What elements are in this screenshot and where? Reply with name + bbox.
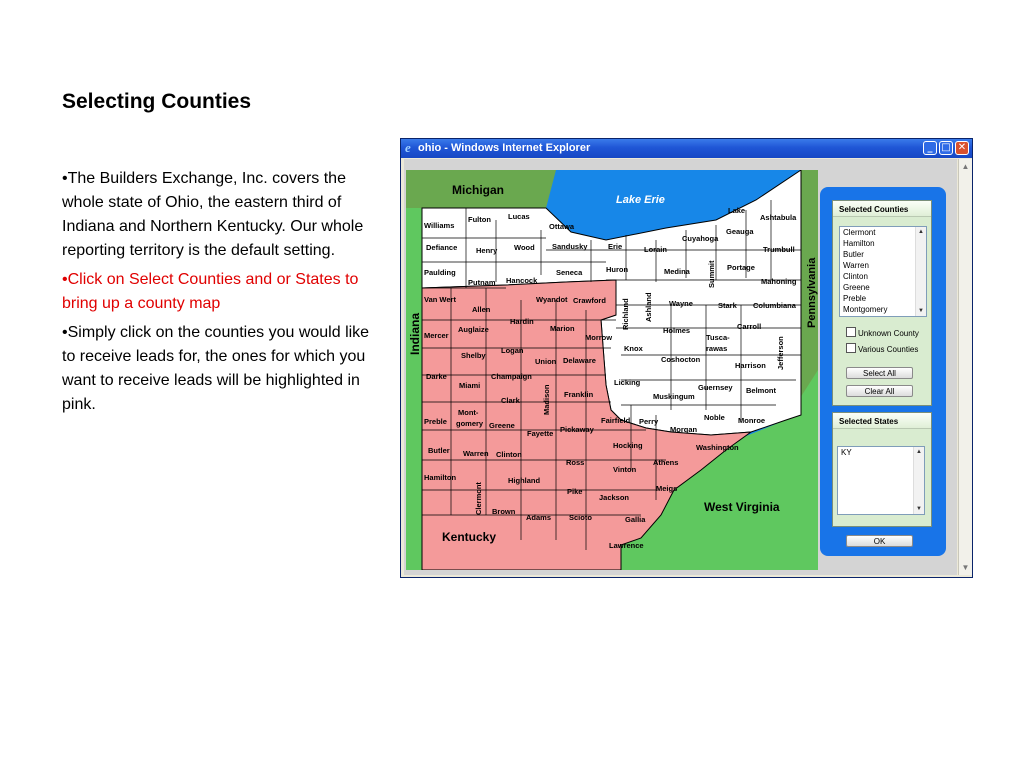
scroll-up-icon[interactable]: ▲	[961, 162, 970, 171]
county-label[interactable]: Vinton	[613, 465, 637, 474]
county-label[interactable]: Logan	[501, 346, 524, 355]
county-label[interactable]: Erie	[608, 242, 623, 251]
county-label[interactable]: Washington	[696, 443, 739, 452]
bullet-select-instructions: •Click on Select Counties and or States to bring up a county map	[62, 271, 359, 312]
bullet-coverage: •The Builders Exchange, Inc. covers the whole state of Ohio, the eastern third of Indiana and Northern Kentucky. Our whole reporting territory is the default setting.	[62, 170, 364, 259]
county-label[interactable]: Crawford	[573, 296, 606, 305]
county-label[interactable]: Meigs	[656, 484, 678, 493]
selected-states-header: Selected States	[833, 413, 931, 429]
county-label[interactable]: Tusca-	[706, 333, 730, 342]
checkbox-box[interactable]	[846, 343, 856, 353]
county-label[interactable]: Miami	[459, 381, 481, 390]
ie-logo-icon: e	[405, 140, 411, 155]
county-label[interactable]: Fairfield	[601, 416, 631, 425]
county-label[interactable]: Hocking	[613, 441, 643, 450]
county-label[interactable]: Highland	[508, 476, 541, 485]
checkbox-box[interactable]	[846, 327, 856, 337]
bullet-list	[62, 167, 380, 422]
county-label[interactable]: Athens	[653, 458, 679, 467]
county-label[interactable]: Lorain	[644, 245, 667, 254]
county-label[interactable]: Lucas	[508, 212, 530, 221]
list-item[interactable]: Clermont	[843, 228, 876, 237]
slide-title: Selecting Counties	[62, 90, 252, 113]
county-label[interactable]: Summit	[707, 260, 716, 288]
county-label[interactable]: Belmont	[746, 386, 776, 395]
list-scrollbar[interactable]	[913, 447, 924, 514]
selected-counties-list[interactable]	[839, 226, 927, 317]
county-label[interactable]: Coshocton	[661, 355, 701, 364]
county-label[interactable]: Trumbull	[763, 245, 795, 254]
maximize-button[interactable]: □	[939, 141, 953, 155]
county-map-svg	[406, 170, 818, 570]
county-label[interactable]: Paulding	[424, 268, 456, 277]
county-label[interactable]: Portage	[727, 263, 755, 272]
county-label[interactable]: Jackson	[599, 493, 630, 502]
county-label[interactable]: Monroe	[738, 416, 766, 425]
county-label[interactable]: Ashland	[644, 292, 653, 322]
county-label[interactable]: Darke	[426, 372, 447, 381]
list-item[interactable]: Greene	[843, 283, 870, 292]
county-label[interactable]: Union	[535, 357, 557, 366]
county-label[interactable]: Fayette	[527, 429, 554, 438]
county-label[interactable]: Butler	[428, 446, 450, 455]
county-label[interactable]: Carroll	[737, 322, 762, 331]
county-label[interactable]: Ashtabula	[760, 213, 797, 222]
selected-states-list[interactable]	[837, 446, 925, 515]
county-label[interactable]: Sandusky	[552, 242, 588, 251]
county-label[interactable]: Jefferson	[776, 336, 785, 370]
county-label[interactable]: Mercer	[424, 331, 449, 340]
county-label[interactable]: Clinton	[496, 450, 522, 459]
scroll-down-icon[interactable]: ▼	[961, 563, 970, 572]
county-label[interactable]: Knox	[624, 344, 643, 353]
scroll-up-icon[interactable]: ▲	[918, 229, 924, 235]
clear-all-button[interactable]: Clear All	[846, 385, 913, 397]
county-label[interactable]: Huron	[606, 265, 629, 274]
list-item[interactable]: Clinton	[843, 272, 868, 281]
county-label[interactable]: Perry	[639, 417, 659, 426]
county-label[interactable]: Madison	[542, 384, 551, 415]
west-virginia-label: West Virginia	[704, 500, 780, 514]
county-label[interactable]: Ottawa	[549, 222, 575, 231]
county-label[interactable]: Muskingum	[653, 392, 695, 401]
list-scrollbar[interactable]	[915, 227, 926, 316]
scroll-down-icon[interactable]: ▼	[918, 308, 924, 314]
county-label[interactable]: Medina	[664, 267, 690, 276]
michigan-label: Michigan	[452, 183, 505, 197]
list-item[interactable]: Butler	[843, 250, 864, 259]
county-label[interactable]: Hancock	[506, 276, 538, 285]
list-item[interactable]: Montgomery	[843, 305, 888, 314]
county-label[interactable]: Richland	[621, 298, 630, 330]
county-label[interactable]: Wood	[514, 243, 535, 252]
county-label[interactable]: Williams	[424, 221, 455, 230]
county-label[interactable]: Delaware	[563, 356, 596, 365]
county-label[interactable]: Marion	[550, 324, 575, 333]
county-label[interactable]: Seneca	[556, 268, 583, 277]
county-label[interactable]: Shelby	[461, 351, 486, 360]
county-label[interactable]: Greene	[489, 421, 515, 430]
county-label[interactable]: Mahoning	[761, 277, 797, 286]
county-label[interactable]: Champaign	[491, 372, 532, 381]
county-label[interactable]: Hamilton	[424, 473, 457, 482]
county-label[interactable]: Licking	[614, 378, 641, 387]
window-titlebar[interactable]	[401, 139, 972, 158]
county-label[interactable]: Mont-	[458, 408, 479, 417]
various-counties-label: Various Counties	[858, 345, 919, 354]
county-label[interactable]: Gallia	[625, 515, 646, 524]
county-map	[406, 170, 818, 570]
county-label[interactable]: Lawrence	[609, 541, 644, 550]
window-title: ohio - Windows Internet Explorer	[418, 142, 591, 154]
county-label[interactable]: gomery	[456, 419, 484, 428]
indiana-region[interactable]	[406, 208, 422, 570]
county-label[interactable]: Noble	[704, 413, 725, 422]
county-label[interactable]: Hardin	[510, 317, 534, 326]
county-label[interactable]: Pike	[567, 487, 583, 496]
county-label[interactable]: rawas	[706, 344, 728, 353]
list-item[interactable]: KY	[841, 448, 852, 457]
county-label[interactable]: Morgan	[670, 425, 698, 434]
county-label[interactable]: Columbiana	[753, 301, 796, 310]
selected-states-box	[832, 412, 932, 527]
county-label[interactable]: Clark	[501, 396, 520, 405]
county-label[interactable]: Cuyahoga	[682, 234, 719, 243]
county-label[interactable]: Van Wert	[424, 295, 456, 304]
county-label[interactable]: Putnam	[468, 278, 496, 287]
close-button[interactable]: ✕	[955, 141, 969, 155]
ok-button[interactable]: OK	[846, 535, 913, 547]
county-label[interactable]: Lake	[728, 206, 746, 215]
indiana-label: Indiana	[408, 312, 422, 355]
minimize-button[interactable]: _	[923, 141, 937, 155]
various-counties-checkbox[interactable]	[846, 343, 918, 354]
county-label[interactable]: Wayne	[669, 299, 693, 308]
kentucky-label: Kentucky	[442, 530, 497, 544]
pennsylvania-label: Pennsylvania	[806, 257, 818, 328]
county-label[interactable]: Harrison	[735, 361, 766, 370]
county-label[interactable]: Defiance	[426, 243, 458, 252]
county-label[interactable]: Clermont	[474, 482, 483, 515]
county-label[interactable]: Geauga	[726, 227, 754, 236]
scroll-up-icon[interactable]: ▲	[916, 449, 922, 455]
county-label[interactable]: Stark	[718, 301, 737, 310]
county-label[interactable]: Morrow	[585, 333, 613, 342]
list-item[interactable]: Warren	[843, 261, 869, 270]
list-item[interactable]: Hamilton	[843, 239, 875, 248]
county-label[interactable]: Pickaway	[560, 425, 594, 434]
county-label[interactable]: Scioto	[569, 513, 592, 522]
county-label[interactable]: Adams	[526, 513, 552, 522]
county-label[interactable]: Warren	[463, 449, 489, 458]
unknown-county-label: Unknown County	[858, 329, 919, 338]
bullet-click-instructions: •Simply click on the counties you would like to receive leads for, the ones for which you want to receive leads will be highlighted in pink.	[62, 324, 370, 413]
scroll-down-icon[interactable]: ▼	[916, 506, 922, 512]
county-label[interactable]: Preble	[424, 417, 447, 426]
county-label[interactable]: Guernsey	[698, 383, 733, 392]
county-label[interactable]: Holmes	[663, 326, 691, 335]
county-label[interactable]: Fulton	[468, 215, 491, 224]
county-label[interactable]: Ross	[566, 458, 585, 467]
county-label[interactable]: Auglaize	[458, 325, 489, 334]
county-label[interactable]: Wyandot	[536, 295, 568, 304]
selected-counties-header: Selected Counties	[833, 201, 931, 217]
list-item[interactable]: Preble	[843, 294, 867, 303]
county-label[interactable]: Henry	[476, 246, 498, 255]
lake-erie-label: Lake Erie	[616, 194, 665, 206]
vertical-scrollbar[interactable]	[958, 159, 972, 575]
county-label[interactable]: Brown	[492, 507, 516, 516]
unknown-county-checkbox[interactable]	[846, 327, 919, 338]
county-label[interactable]: Franklin	[564, 390, 594, 399]
county-label[interactable]: Allen	[472, 305, 491, 314]
select-all-button[interactable]: Select All	[846, 367, 913, 379]
